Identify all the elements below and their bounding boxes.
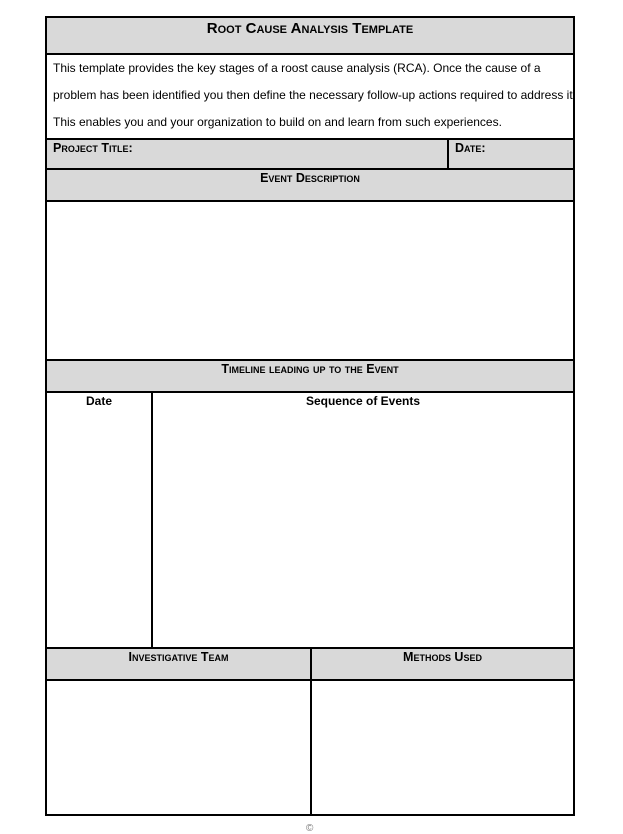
timeline-date-column[interactable]: [47, 393, 153, 647]
event-description-field[interactable]: [47, 202, 573, 361]
methods-used-header: [312, 649, 573, 679]
date-cell[interactable]: [447, 140, 486, 168]
investigative-team-header: [47, 649, 312, 679]
timeline-sequence-label: Sequence of Events: [305, 394, 421, 408]
project-row: [47, 140, 573, 170]
copyright-mark: ©: [306, 823, 314, 834]
methods-used-heading: Methods Used: [403, 650, 482, 664]
page-title: Root Cause Analysis Template: [206, 20, 414, 37]
investigative-team-field[interactable]: [47, 681, 312, 814]
timeline-header: [47, 361, 573, 393]
rca-form: [45, 16, 575, 816]
event-description-heading: Event Description: [260, 171, 360, 185]
timeline-section: [47, 393, 573, 649]
team-methods-header: [47, 649, 573, 681]
team-methods-body: [47, 681, 573, 814]
date-label: Date:: [455, 141, 486, 155]
timeline-date-label: Date: [85, 394, 112, 408]
timeline-heading: Timeline leading up to the Event: [221, 362, 399, 376]
project-title-label: Project Title:: [53, 141, 133, 155]
intro-line-1: This template provides the key stages of a roost cause analysis (RCA). Once the cause of a: [53, 61, 541, 75]
title-row: [47, 18, 573, 55]
investigative-team-heading: Investigative Team: [128, 650, 229, 664]
event-description-header: [47, 170, 573, 202]
intro-section: [47, 55, 576, 140]
methods-used-field[interactable]: [312, 681, 573, 814]
intro-line-3: This enables you and your organization to build on and learn from such experiences.: [53, 115, 502, 129]
timeline-sequence-column[interactable]: [153, 393, 573, 647]
intro-line-2: problem has been identified you then define the necessary follow-up actions required to address it.: [53, 88, 576, 102]
